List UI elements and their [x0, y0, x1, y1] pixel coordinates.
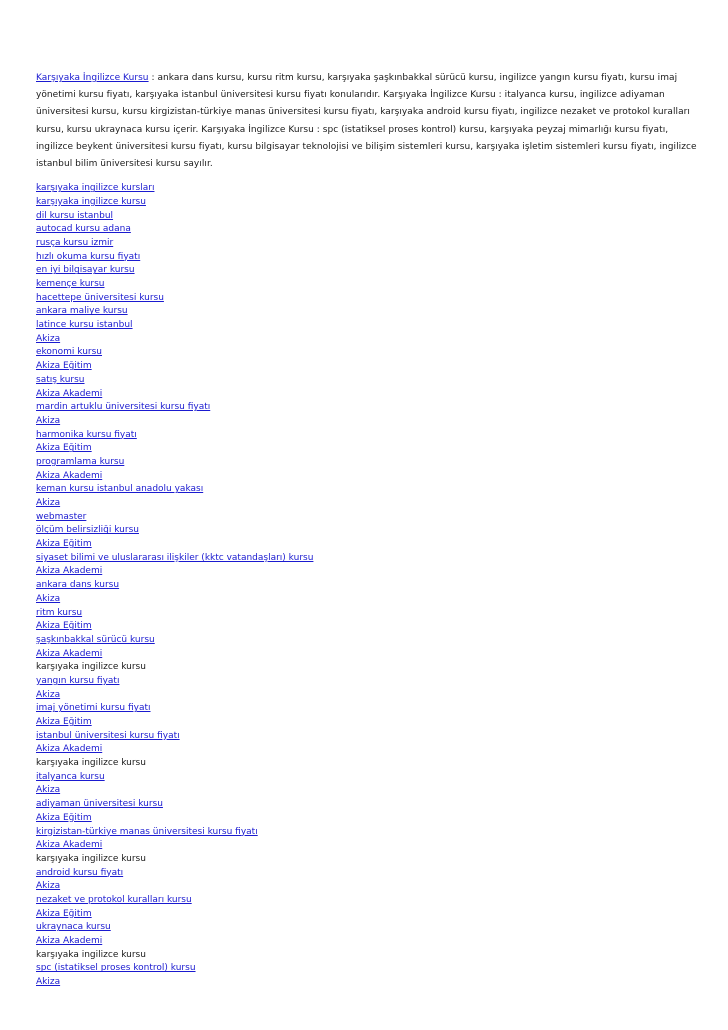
list-item-link[interactable]: karşıyaka ingilizce kursu [36, 196, 146, 207]
list-item-link[interactable]: Akiza [36, 415, 61, 426]
list-item-link[interactable]: Akiza Eğitim [36, 717, 92, 728]
list-item [36, 483, 698, 497]
list-item [36, 251, 698, 265]
list-item [36, 524, 698, 538]
list-item [36, 771, 698, 785]
list-item-link[interactable]: Akiza Eğitim [36, 361, 92, 372]
list-item [36, 223, 698, 237]
list-item [36, 497, 698, 511]
list-item [36, 456, 698, 470]
list-item [36, 442, 698, 456]
list-item [36, 812, 698, 826]
list-item [36, 716, 698, 730]
list-item-link[interactable]: Akiza [36, 333, 61, 344]
list-item-link[interactable]: Akiza [36, 785, 61, 796]
list-item-link[interactable]: ekonomi kursu [36, 347, 103, 358]
list-item-link[interactable]: rusça kursu izmir [36, 237, 114, 248]
list-item-link[interactable]: webmaster [36, 511, 87, 522]
list-item [36, 264, 698, 278]
list-item-link[interactable]: Akiza Akademi [36, 388, 103, 399]
list-item [36, 196, 698, 210]
list-item-link[interactable]: şaşkınbakkal sürücü kursu [36, 634, 155, 645]
list-item-text: karşıyaka ingilizce kursu [36, 853, 146, 864]
list-item-link[interactable]: istanbul üniversitesi kursu fiyatı [36, 730, 180, 741]
list-item-link[interactable]: Akiza Akademi [36, 744, 103, 755]
list-item-link[interactable]: ukraynaca kursu [36, 922, 111, 933]
list-item-link[interactable]: spc (istatiksel proses kontrol) kursu [36, 963, 196, 974]
list-item-link[interactable]: Akiza Akademi [36, 840, 103, 851]
list-item-link[interactable]: kirgizistan-türkiye manas üniversitesi kursu fiyatı [36, 826, 258, 837]
list-item-link[interactable]: Akiza Akademi [36, 566, 103, 577]
list-item-link[interactable]: Akiza [36, 881, 61, 892]
list-item [36, 661, 698, 675]
list-item-text: karşıyaka ingilizce kursu [36, 758, 146, 769]
list-item [36, 607, 698, 621]
list-item-link[interactable]: keman kursu istanbul anadolu yakası [36, 484, 204, 495]
list-item-link[interactable]: Akiza Eğitim [36, 621, 92, 632]
list-item-link[interactable]: Akiza Eğitim [36, 539, 92, 550]
list-item-link[interactable]: imaj yönetimi kursu fiyatı [36, 703, 151, 714]
list-item [36, 784, 698, 798]
list-item [36, 962, 698, 976]
list-item [36, 210, 698, 224]
list-item [36, 634, 698, 648]
list-item-link[interactable]: kemençe kursu [36, 279, 105, 290]
list-item-link[interactable]: harmonika kursu fiyatı [36, 429, 137, 440]
list-item-link[interactable]: karşıyaka ingilizce kursları [36, 183, 155, 194]
list-item-link[interactable]: Akiza Akademi [36, 470, 103, 481]
list-item [36, 511, 698, 525]
list-item-link[interactable]: siyaset bilimi ve uluslararası ilişkiler (kktc vatandaşları) kursu [36, 552, 314, 563]
list-item [36, 894, 698, 908]
list-item-link[interactable]: en iyi bilgisayar kursu [36, 265, 135, 276]
link-list [36, 182, 698, 990]
list-item-link[interactable]: yangın kursu fiyatı [36, 675, 120, 686]
list-item [36, 182, 698, 196]
intro-lead-link[interactable]: Karşıyaka İngilizce Kursu [36, 73, 149, 83]
list-item [36, 689, 698, 703]
list-item [36, 388, 698, 402]
list-item-link[interactable]: adiyaman üniversitesi kursu [36, 799, 163, 810]
list-item [36, 839, 698, 853]
list-item-link[interactable]: ankara dans kursu [36, 580, 120, 591]
list-item [36, 305, 698, 319]
list-item [36, 743, 698, 757]
list-item-link[interactable]: Akiza Eğitim [36, 443, 92, 454]
list-item [36, 360, 698, 374]
intro-text: : ankara dans kursu, kursu ritm kursu, karşıyaka şaşkınbakkal sürücü kursu, ingilizce yangın kursu fiyatı, kursu imaj yönetimi kursu fiyatı, karşıyaka istanbul üniversitesi kursu fiyatı konularıdır. Karşıyaka İngilizce Kursu : italyanca kursu, ingilizce adiyaman üniversitesi kursu, kursu kirgizistan-türkiye manas üniversitesi kursu fiyatı, karşıyaka android kursu fiyatı, ingilizce nezaket ve protokol kuralları kursu, kursu ukraynaca kursu içerir. Karşıyaka İngilizce Kursu : spc (istatiksel proses kontrol) kursu, karşıyaka peyzaj mimarlığı kursu fiyatı, ingilizce beykent üniversitesi kursu fiyatı, kursu bilgisayar teknolojisi ve bilişim sistemleri kursu, karşıyaka işletim sistemleri kursu fiyatı, ingilizce istanbul bilim üniversitesi kursu sayılır. [36, 73, 697, 170]
list-item-link[interactable]: Akiza [36, 498, 61, 509]
list-item [36, 826, 698, 840]
list-item-link[interactable]: Akiza [36, 977, 61, 988]
list-item [36, 401, 698, 415]
list-item-link[interactable]: Akiza Akademi [36, 936, 103, 947]
list-item [36, 292, 698, 306]
list-item-link[interactable]: mardin artuklu üniversitesi kursu fiyatı [36, 402, 211, 413]
list-item-link[interactable]: latince kursu istanbul [36, 320, 133, 331]
list-item-link[interactable]: Akiza Akademi [36, 648, 103, 659]
list-item [36, 648, 698, 662]
list-item-link[interactable]: italyanca kursu [36, 771, 105, 782]
list-item-link[interactable]: nezaket ve protokol kuralları kursu [36, 894, 192, 905]
list-item [36, 470, 698, 484]
list-item [36, 730, 698, 744]
list-item [36, 346, 698, 360]
list-item [36, 579, 698, 593]
list-item [36, 278, 698, 292]
intro-paragraph [36, 70, 698, 173]
list-item-link[interactable]: android kursu fiyatı [36, 867, 124, 878]
list-item-link[interactable]: dil kursu istanbul [36, 210, 114, 221]
list-item-link[interactable]: Akiza Eğitim [36, 908, 92, 919]
list-item [36, 429, 698, 443]
list-item [36, 921, 698, 935]
list-item-link[interactable]: ankara maliye kursu [36, 306, 128, 317]
list-item [36, 908, 698, 922]
list-item [36, 798, 698, 812]
list-item [36, 552, 698, 566]
list-item-link[interactable]: satış kursu [36, 374, 85, 385]
list-item-link[interactable]: hızlı okuma kursu fiyatı [36, 251, 141, 262]
list-item [36, 374, 698, 388]
list-item-link[interactable]: ritm kursu [36, 607, 83, 618]
list-item [36, 935, 698, 949]
list-item-link[interactable]: Akiza [36, 593, 61, 604]
list-item [36, 853, 698, 867]
list-item [36, 949, 698, 963]
list-item [36, 880, 698, 894]
list-item [36, 415, 698, 429]
list-item [36, 757, 698, 771]
list-item [36, 237, 698, 251]
list-item [36, 565, 698, 579]
list-item-text: karşıyaka ingilizce kursu [36, 949, 146, 960]
list-item-link[interactable]: hacettepe üniversitesi kursu [36, 292, 164, 303]
list-item-link[interactable]: autocad kursu adana [36, 224, 131, 235]
list-item-link[interactable]: Akiza Eğitim [36, 812, 92, 823]
list-item-link[interactable]: programlama kursu [36, 456, 125, 467]
list-item [36, 867, 698, 881]
list-item [36, 620, 698, 634]
list-item [36, 319, 698, 333]
list-item-text: karşıyaka ingilizce kursu [36, 662, 146, 673]
list-item [36, 675, 698, 689]
list-item [36, 976, 698, 990]
list-item [36, 593, 698, 607]
list-item [36, 702, 698, 716]
list-item-link[interactable]: ölçüm belirsizliği kursu [36, 525, 139, 536]
list-item [36, 538, 698, 552]
list-item [36, 333, 698, 347]
list-item-link[interactable]: Akiza [36, 689, 61, 700]
